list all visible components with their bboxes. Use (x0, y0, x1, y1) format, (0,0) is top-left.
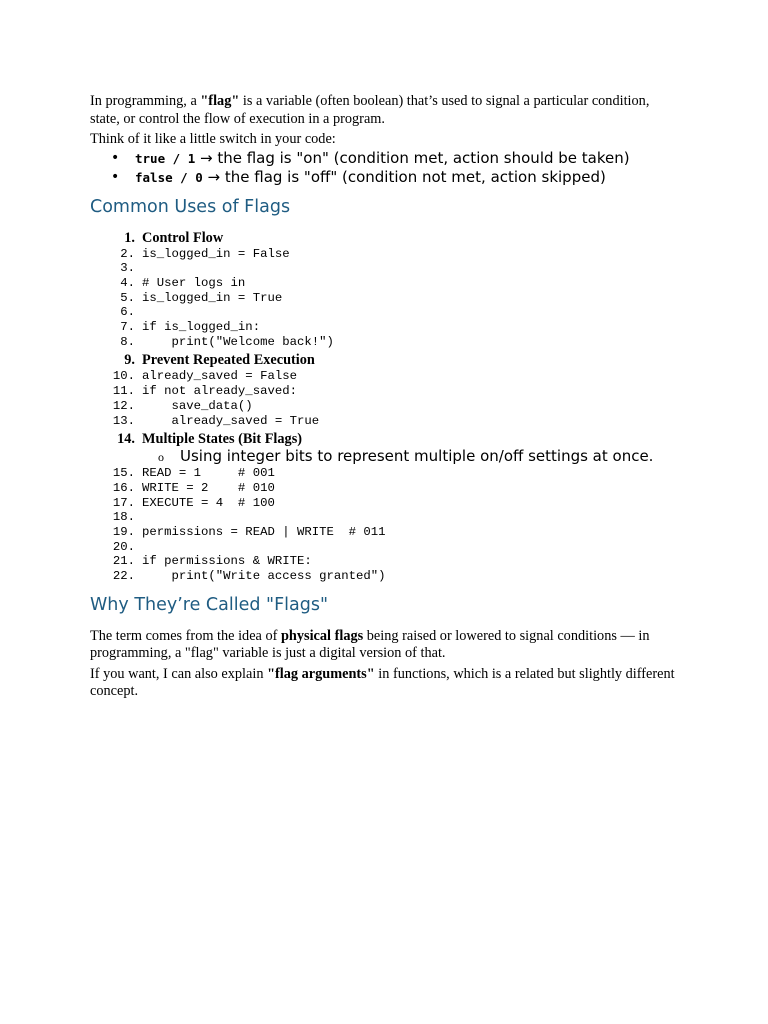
list-heading-item (90, 230, 680, 247)
line-number: 1. (124, 229, 135, 246)
list-heading-item (90, 352, 680, 369)
code-line (90, 261, 680, 276)
code-line (90, 320, 680, 335)
line-number: 5. (120, 290, 135, 305)
bullet-text: → the flag is "on" (condition met, action should be taken) (195, 148, 630, 167)
code-text: # User logs in (142, 275, 246, 290)
code-line (90, 481, 680, 496)
code-one: 1 (187, 150, 196, 166)
line-number: 13. (112, 413, 135, 428)
code-line (90, 510, 680, 525)
list-heading-item (90, 431, 680, 448)
list-item-true (90, 149, 680, 168)
code-line (90, 369, 680, 384)
paragraph-text: The term comes from the idea of (90, 627, 281, 644)
code-text: READ = 1 # 001 (142, 466, 275, 481)
code-line (90, 384, 680, 399)
code-sep: / (165, 150, 188, 166)
line-number: 17. (112, 495, 135, 510)
line-number: 9. (124, 352, 135, 369)
line-number: 10. (112, 369, 135, 384)
paragraph-text-rest: in functions, which is a related but slightly different concept. (90, 665, 675, 700)
code-text: is_logged_in = True (142, 290, 283, 305)
code-line (90, 247, 680, 262)
line-number: 4. (120, 275, 135, 290)
code-line (90, 569, 680, 584)
flag-arguments-paragraph (90, 666, 680, 701)
flag-values-list (90, 149, 680, 187)
code-line (90, 414, 680, 429)
code-false: false (135, 169, 173, 185)
code-text: already_saved = True (142, 413, 320, 428)
numbered-list (90, 230, 680, 584)
line-number: 3. (120, 261, 135, 276)
sub-item-text: Using integer bits to represent multiple on/off settings at once. (180, 447, 654, 466)
heading-why-flags: Why They’re Called "Flags" (90, 594, 329, 615)
list-heading-text: Multiple States (Bit Flags) (142, 431, 303, 448)
code-text: EXECUTE = 4 # 100 (142, 495, 275, 510)
code-true: true (135, 150, 166, 166)
code-text: is_logged_in = False (142, 246, 290, 261)
code-text: if not already_saved: (142, 384, 297, 399)
code-line (90, 305, 680, 320)
bullet-icon: • (111, 149, 120, 166)
line-number: 18. (112, 510, 135, 525)
line-number: 2. (120, 246, 135, 261)
code-line (90, 554, 680, 569)
physical-flags-paragraph (90, 628, 680, 663)
list-item-false (90, 168, 680, 187)
code-line (90, 525, 680, 540)
code-text: print("Welcome back!") (142, 334, 334, 349)
line-number: 7. (120, 320, 135, 335)
line-number: 19. (112, 525, 135, 540)
code-text: if permissions & WRITE: (142, 554, 312, 569)
list-heading-text: Control Flow (142, 229, 224, 246)
code-text: permissions = READ | WRITE # 011 (142, 525, 386, 540)
document-content (90, 93, 680, 704)
heading-common-uses: Common Uses of Flags (90, 196, 291, 217)
code-line (90, 466, 680, 481)
intro-bold-flag: "flag" (200, 93, 240, 109)
code-text: WRITE = 2 # 010 (142, 480, 275, 495)
line-number: 21. (112, 554, 135, 569)
intro-text: In programming, a (90, 93, 201, 109)
paragraph-text: If you want, I can also explain (90, 665, 268, 682)
list-heading-text: Prevent Repeated Execution (142, 352, 315, 369)
line-number: 11. (112, 384, 135, 399)
bullet-text: → the flag is "off" (condition not met, action skipped) (202, 167, 606, 186)
line-number: 8. (120, 334, 135, 349)
bold-flag-arguments: "flag arguments" (267, 665, 375, 682)
intro-paragraph (90, 93, 680, 128)
line-number: 14. (117, 431, 135, 448)
code-text: already_saved = False (142, 369, 297, 384)
paragraph-text-rest: being raised or lowered to signal conditions — in programming, a "flag" variable is just a digital version of that. (90, 627, 650, 662)
code-sep: / (172, 169, 196, 185)
bold-physical-flags: physical flags (280, 627, 364, 644)
line-number: 12. (112, 398, 135, 413)
bullet-icon: • (111, 168, 120, 185)
intro-text-rest: is a variable (often boolean) that’s used to signal a particular condition, state, or control the flow of execution in a program. (90, 93, 650, 127)
code-line (90, 291, 680, 306)
code-line (90, 399, 680, 414)
code-line (90, 276, 680, 291)
line-number: 6. (120, 305, 135, 320)
line-number: 15. (112, 466, 135, 481)
switch-paragraph: Think of it like a little switch in your code: (90, 131, 336, 147)
code-text: print("Write access granted") (142, 569, 386, 584)
sub-list-item (90, 448, 680, 465)
line-number: 20. (112, 539, 135, 554)
code-line (90, 540, 680, 555)
code-text: if is_logged_in: (142, 320, 261, 335)
code-text: save_data() (142, 398, 253, 413)
code-zero: 0 (195, 169, 203, 185)
code-line (90, 496, 680, 511)
code-line (90, 335, 680, 350)
line-number: 22. (112, 569, 135, 584)
sub-bullet-icon: o (158, 450, 164, 465)
line-number: 16. (112, 480, 135, 495)
